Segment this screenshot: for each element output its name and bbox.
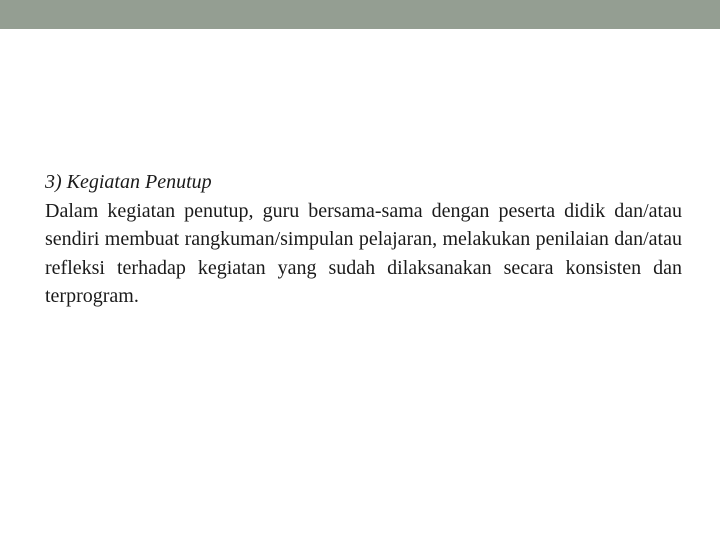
body-paragraph: Dalam kegiatan penutup, guru bersama-sama dengan peserta didik dan/atau sendiri membuat rangkuman/simpulan pelajaran, melakukan penilaian dan/atau refleksi terhadap kegiatan yang sudah dilaksanakan secara konsisten dan terprogram. [45,199,682,307]
section-heading: 3) Kegiatan Penutup [45,171,212,193]
slide-top-bar [0,0,720,29]
slide-content [45,168,682,311]
